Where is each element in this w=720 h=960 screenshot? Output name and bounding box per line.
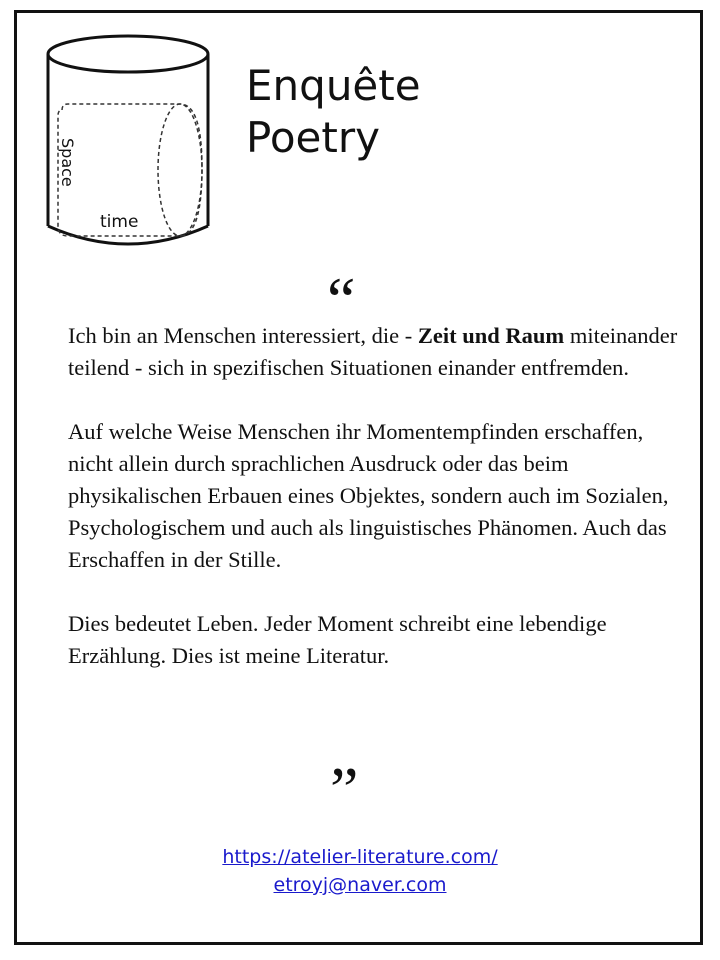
website-link[interactable]: https://atelier-literature.com/ xyxy=(222,846,498,868)
title-line-1: Enquête xyxy=(246,61,421,110)
paragraph-1 xyxy=(68,320,688,384)
opening-quote-mark: “ xyxy=(327,264,356,335)
logo-time-label: time xyxy=(100,212,139,232)
paragraph-2: Auf welche Weise Menschen ihr Momentempfinden erschaffen, nicht allein durch sprachlichen Ausdruck oder das beim physikalischen Erbauen eines Objektes, sondern auch im Sozialen, Psychologischem und auch als linguistisches Phänomen. Auch das Erschaffen in der Stille. xyxy=(68,419,669,572)
statement-text xyxy=(68,320,688,672)
paragraph-1-start: Ich bin an Menschen interessiert, die - xyxy=(68,323,418,348)
closing-quote-mark: ” xyxy=(330,754,359,825)
paragraph-1-end: miteinander teilend - sich in spezifischen Situationen einander entfremden. xyxy=(68,323,678,380)
email-link[interactable]: etroyj@naver.com xyxy=(273,874,447,896)
logo-space-label: Space xyxy=(58,138,77,187)
page-title xyxy=(246,60,421,164)
paragraph-3: Dies bedeutet Leben. Jeder Moment schreibt eine lebendige Erzählung. Dies ist meine Literatur. xyxy=(68,611,607,668)
paragraph-1-bold: Zeit und Raum xyxy=(417,323,565,348)
contact-links xyxy=(0,843,720,899)
title-line-2: Poetry xyxy=(246,113,380,162)
cylinder-logo xyxy=(40,30,220,255)
